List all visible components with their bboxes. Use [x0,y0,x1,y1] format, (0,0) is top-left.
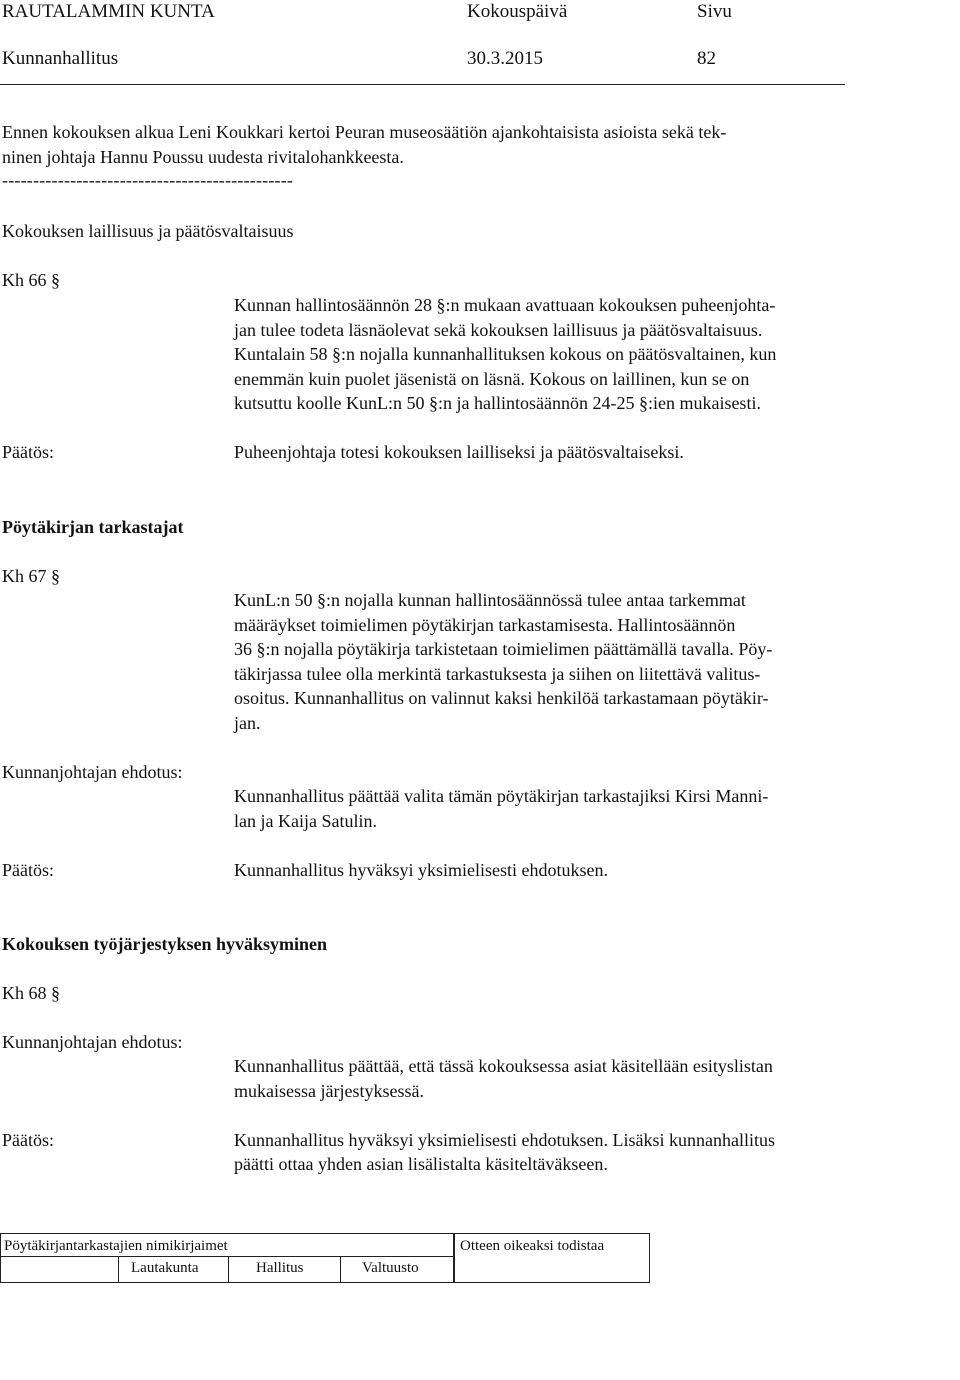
s68-decision-1: Kunnanhallitus hyväksyi yksimielisesti ehdotuksen. Lisäksi kunnanhallitus [234,1130,775,1150]
header-rule [0,84,845,85]
meeting-date: 30.3.2015 [467,48,543,69]
s66-body-5: kutsuttu koolle KunL:n 50 §:n ja hallintosäännön 24-25 §:ien mukaisesti. [234,393,761,413]
s67-body-4: täkirjassa tulee olla merkintä tarkastuksesta ja siihen on liitettävä valitus- [234,664,761,684]
footer-col-board: Hallitus [256,1260,304,1276]
s67-proposal-1: Kunnanhallitus päättää valita tämän pöytäkirjan tarkastajiksi Kirsi Manni- [234,786,769,806]
signature-col-divider-3 [340,1256,341,1283]
page-label: Sivu [697,1,732,22]
s66-number: Kh 66 § [2,270,60,290]
s66-decision: Puheenjohtaja totesi kokouksen lailliseksi ja päätösvaltaiseksi. [234,442,684,462]
org-name: RAUTALAMMIN KUNTA [2,1,215,22]
signature-col-divider-1 [118,1256,119,1283]
s68-number: Kh 68 § [2,983,60,1003]
s67-body-6: jan. [234,713,261,733]
page-number: 82 [697,48,716,69]
s67-body-5: osoitus. Kunnanhallitus on valinnut kaksi henkilöä tarkastamaan pöytäkir- [234,688,769,708]
certified-label: Otteen oikeaksi todistaa [460,1238,605,1254]
footer-col-council: Valtuusto [362,1260,419,1276]
signatures-label: Pöytäkirjantarkastajien nimikirjaimet [4,1238,228,1254]
s66-body-2: jan tulee todeta läsnäolevat sekä kokouksen laillisuus ja päätösvaltaisuus. [234,320,763,340]
s67-body-2: määräykset toimielimen pöytäkirjan tarkastamisesta. Hallintosäännön [234,615,736,635]
s68-proposal-2: mukaisessa järjestyksessä. [234,1081,424,1101]
body-name: Kunnanhallitus [2,48,119,69]
s68-decision-label: Päätös: [2,1130,54,1150]
s67-body-1: KunL:n 50 §:n nojalla kunnan hallintosäännössä tulee antaa tarkemmat [234,590,746,610]
s67-number: Kh 67 § [2,566,60,586]
s66-body-4: enemmän kuin puolet jäsenistä on läsnä. Kokous on laillinen, kun se on [234,369,750,389]
intro-separator: ----------------------------------------------- [2,170,294,190]
s67-proposal-label: Kunnanjohtajan ehdotus: [2,762,183,782]
footer-col-committee: Lautakunta [131,1260,199,1276]
intro-line-1: Ennen kokouksen alkua Leni Koukkari kertoi Peuran museosäätiön ajankohtaisista asioista sekä tek- [2,122,727,142]
s67-body-3: 36 §:n nojalla pöytäkirja tarkistetaan toimielimen päättämällä tavalla. Pöy- [234,639,773,659]
s67-decision: Kunnanhallitus hyväksyi yksimielisesti ehdotuksen. [234,860,608,880]
s66-decision-label: Päätös: [2,442,54,462]
signature-col-divider-2 [228,1256,229,1283]
s67-heading: Pöytäkirjan tarkastajat [2,517,184,537]
s66-heading: Kokouksen laillisuus ja päätösvaltaisuus [2,221,294,241]
s67-proposal-2: lan ja Kaija Satulin. [234,811,377,831]
s68-heading: Kokouksen työjärjestyksen hyväksyminen [2,934,328,954]
s68-proposal-label: Kunnanjohtajan ehdotus: [2,1032,183,1052]
signature-box-divider [0,1256,454,1257]
s67-decision-label: Päätös: [2,860,54,880]
s68-proposal-1: Kunnanhallitus päättää, että tässä kokouksessa asiat käsitellään esityslistan [234,1056,773,1076]
date-label: Kokouspäivä [467,1,568,22]
s68-decision-2: päätti ottaa yhden asian lisälistalta käsiteltäväkseen. [234,1154,608,1174]
intro-line-2: ninen johtaja Hannu Poussu uudesta rivitalohankkeesta. [2,147,404,167]
s66-body-3: Kuntalain 58 §:n nojalla kunnanhallituksen kokous on päätösvaltainen, kun [234,344,777,364]
s66-body-1: Kunnan hallintosäännön 28 §:n mukaan avattuaan kokouksen puheenjohta- [234,295,776,315]
